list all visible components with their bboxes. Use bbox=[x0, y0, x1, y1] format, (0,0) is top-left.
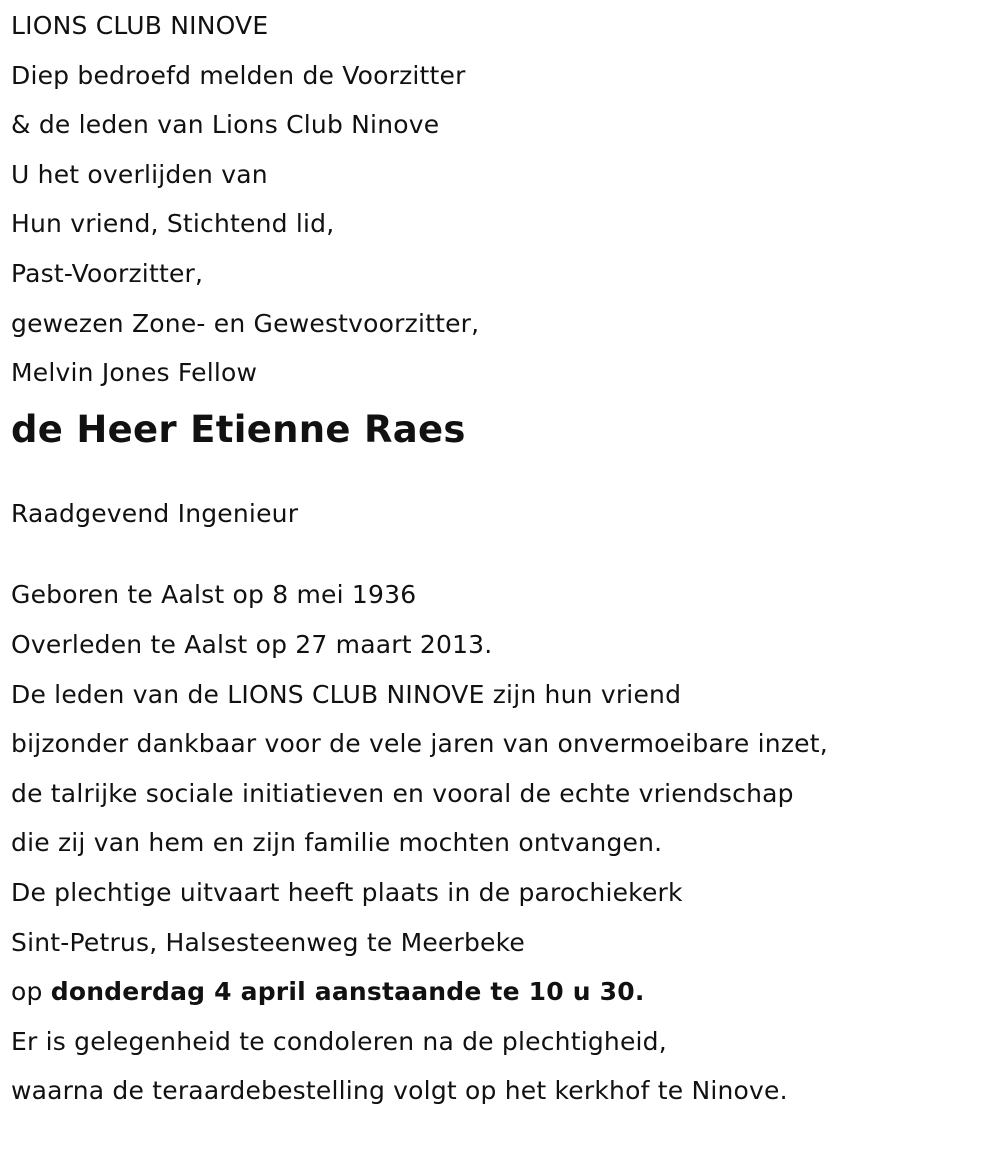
closing-line: Er is gelegenheid te condoleren na de plechtigheid, bbox=[11, 1026, 667, 1056]
funeral-date-line bbox=[11, 967, 986, 1017]
body-line: De plechtige uitvaart heeft plaats in de parochiekerk bbox=[11, 877, 683, 907]
club-name-line: LIONS CLUB NINOVE bbox=[11, 11, 269, 40]
obituary-body bbox=[11, 570, 986, 1116]
funeral-date-emphasis: donderdag 4 april aanstaande te 10 u 30. bbox=[50, 977, 645, 1007]
obituary-notice bbox=[11, 0, 986, 1116]
role-line: gewezen Zone- en Gewestvoorzitter, bbox=[11, 308, 480, 338]
announcement-line: Diep bedroefd melden de Voorzitter bbox=[11, 60, 466, 90]
role-line: Melvin Jones Fellow bbox=[11, 358, 258, 388]
body-line: de talrijke sociale initiatieven en vooral de echte vriendschap bbox=[11, 778, 794, 808]
funeral-date-prefix: op bbox=[11, 977, 51, 1007]
birth-line: Geboren te Aalst op 8 mei 1936 bbox=[11, 580, 417, 610]
role-line: Hun vriend, Stichtend lid, bbox=[11, 209, 335, 239]
closing-line: waarna de teraardebestelling volgt op het kerkhof te Ninove. bbox=[11, 1076, 788, 1106]
body-line: die zij van hem en zijn familie mochten ontvangen. bbox=[11, 828, 663, 858]
body-line: Sint-Petrus, Halsesteenweg te Meerbeke bbox=[11, 927, 525, 957]
announcement-line: U het overlijden van bbox=[11, 159, 268, 189]
body-line: De leden van de LIONS CLUB NINOVE zijn hun vriend bbox=[11, 679, 682, 709]
death-line: Overleden te Aalst op 27 maart 2013. bbox=[11, 629, 493, 659]
announcement-header bbox=[11, 1, 986, 398]
profession: Raadgevend Ingenieur bbox=[11, 498, 299, 528]
role-line: Past-Voorzitter, bbox=[11, 258, 204, 288]
body-line: bijzonder dankbaar voor de vele jaren van onvermoeibare inzet, bbox=[11, 729, 828, 759]
announcement-line: & de leden van Lions Club Ninove bbox=[11, 110, 440, 140]
deceased-name: de Heer Etienne Raes bbox=[11, 407, 466, 451]
